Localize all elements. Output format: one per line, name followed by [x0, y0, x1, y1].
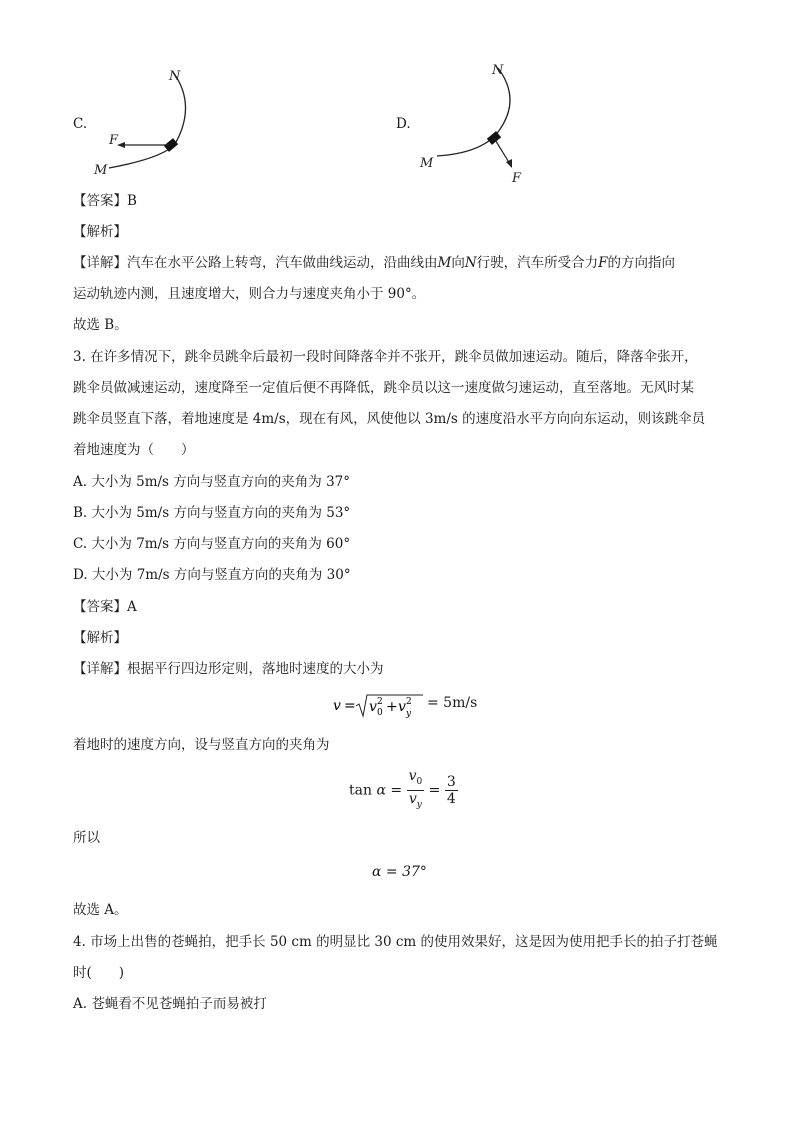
eq-vy-sub: y: [406, 709, 412, 719]
q4-stem-line-2: 时( ): [73, 965, 125, 981]
point-m-d: M: [420, 156, 434, 171]
q3-detail-line-2: 着地时的速度方向，设与竖直方向的夹角为: [73, 737, 330, 753]
eq-num-v0: v: [408, 768, 417, 784]
q3-stem-line-4: 着地速度为（ ）: [73, 442, 195, 458]
detail-text: 的方向指向: [607, 255, 676, 271]
eq-equals: =: [428, 782, 441, 799]
answer-tag: 【答案】: [73, 193, 127, 209]
eq-v0: v: [369, 699, 377, 715]
q3-stem-line-2: 跳伞员做减速运动，速度降至一定值后便不再降低，跳伞员以这一速度做匀速运动，直至落地。无风时某: [73, 380, 694, 396]
detail-text: 根据平行四边形定则，落地时速度的大小为: [127, 661, 384, 677]
figure-d-diagram: [412, 58, 542, 188]
force-arrowhead-d: [506, 159, 512, 168]
q3-so: 所以: [73, 830, 100, 846]
detail-tag: 【详解】: [73, 255, 127, 271]
figure-d-svg: [412, 58, 542, 188]
q3-analysis-tag: 【解析】: [73, 630, 127, 646]
option-d-label: D.: [396, 116, 411, 132]
eq-plus: +: [386, 699, 398, 715]
eq-num-sub: 0: [416, 776, 423, 787]
q3-answer: [73, 597, 137, 617]
symbol-m: M: [437, 255, 452, 271]
equation-tan: [349, 768, 458, 813]
eq-den-vy: v: [408, 790, 417, 807]
q3-stem-line-3: 跳伞员竖直下落，着地速度是 4m/s，现在有风，风使他以 3m/s 的速度沿水平方向向东运动，则该跳伞员: [73, 411, 706, 427]
detail-text: 行驶，汽车所受合力: [476, 255, 599, 271]
force-label-c: F: [109, 133, 119, 148]
q3-option-b: B. 大小为 5m/s 方向与竖直方向的夹角为 53°: [73, 505, 351, 521]
eq-equals: =: [390, 782, 403, 799]
eq-den-sub: y: [416, 799, 422, 810]
answer-value: B: [127, 193, 137, 209]
trajectory-curve-c: [109, 72, 186, 168]
symbol-f: F: [598, 255, 608, 271]
detail-tag: 【详解】: [73, 661, 127, 677]
figure-c-svg: [85, 60, 215, 185]
eq-alpha: α: [376, 782, 386, 799]
eq-fraction-v: [407, 768, 425, 813]
q3-option-d: D. 大小为 7m/s 方向与竖直方向的夹角为 30°: [73, 567, 351, 583]
force-label-d: F: [512, 171, 522, 186]
eq-tan: tan: [349, 782, 372, 799]
q2-answer: [73, 191, 137, 211]
q3-stem-line-1: 3. 在许多情况下，跳伞员跳伞后最初一段时间降落伞并不张开，跳伞员做加速运动。随后，降落伞张开，: [73, 349, 698, 365]
eq-frac-num: 3: [446, 773, 456, 790]
point-n-d: N: [492, 63, 504, 78]
answer-value: A: [127, 599, 137, 615]
q4-stem-line-1: 4. 市场上出售的苍蝇拍，把手长 50 cm 的明显比 30 cm 的使用效果好，这是因为使用把手长的拍子打苍蝇: [73, 934, 718, 950]
figure-c-diagram: [85, 60, 215, 185]
eq-v0-sup: 2: [377, 697, 383, 707]
symbol-n: N: [464, 255, 477, 271]
eq-vy-sup: 2: [406, 697, 412, 707]
q3-option-c: C. 大小为 7m/s 方向与竖直方向的夹角为 60°: [73, 536, 351, 552]
equation-alpha: α = 37°: [372, 864, 427, 880]
eq-fraction-number: [445, 774, 458, 807]
detail-text: 向: [451, 255, 465, 271]
answer-tag: 【答案】: [73, 599, 127, 615]
eq-frac-den: 4: [446, 790, 456, 807]
eq-vy: v: [398, 699, 406, 715]
q4-option-a: A. 苍蝇看不见苍蝇拍子而易被打: [73, 996, 267, 1012]
q2-conclusion: 故选 B。: [73, 317, 128, 333]
trajectory-curve-d: [437, 68, 510, 156]
q2-detail-line-1: [73, 253, 675, 273]
point-n-c: N: [169, 69, 181, 84]
q2-detail-line-2: 运动轨迹内测，且速度增大，则合力与速度夹角小于 90°。: [73, 286, 426, 302]
q3-conclusion: 故选 A。: [73, 902, 128, 918]
q3-detail-line-1: [73, 659, 384, 679]
option-c-label: C.: [73, 116, 88, 132]
q3-option-a: A. 大小为 5m/s 方向与竖直方向的夹角为 37°: [73, 474, 351, 490]
point-m-c: M: [94, 163, 108, 178]
force-arrowhead-c: [117, 142, 125, 148]
detail-text: 汽车在水平公路上转弯，汽车做曲线运动，沿曲线由: [127, 255, 438, 271]
eq-speed-result: = 5m/s: [427, 695, 478, 711]
force-arrow-d: [494, 138, 510, 164]
eq-v0-sub: 0: [377, 708, 383, 718]
q2-analysis-tag: 【解析】: [73, 224, 127, 240]
eq-v: v: [333, 698, 341, 714]
eq-equals: =: [344, 698, 356, 714]
